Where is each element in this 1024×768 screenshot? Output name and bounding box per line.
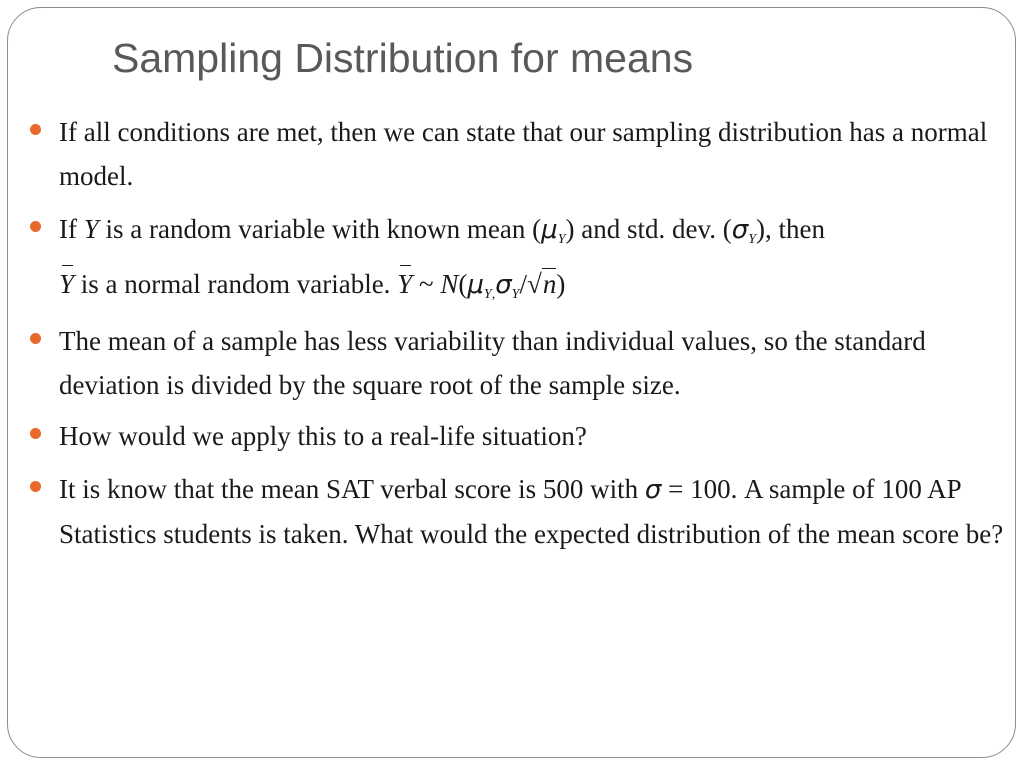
slash: / xyxy=(519,269,527,299)
text-part: is a random variable with known mean ( xyxy=(98,214,542,244)
text-part: is a normal random variable. xyxy=(74,269,398,299)
var-y: Y xyxy=(83,214,99,244)
sigma-symbol: σ xyxy=(644,475,662,505)
bullet-dot-icon xyxy=(30,481,41,492)
paren-close: ) xyxy=(556,269,566,299)
bullet-real-life xyxy=(30,414,1020,458)
paren-open: ( xyxy=(458,269,468,299)
text-if: If xyxy=(59,214,84,244)
text-part: ), then xyxy=(756,214,825,244)
var-y-bar: Y xyxy=(397,262,412,306)
comma: , xyxy=(491,287,496,302)
sigma-symbol: σ xyxy=(495,270,512,300)
bullet-sat-example xyxy=(30,467,1020,556)
var-n: n xyxy=(542,269,557,299)
slide-title: Sampling Distribution for means xyxy=(112,35,694,81)
subscript-y: Y xyxy=(483,287,492,302)
root-icon: √ xyxy=(526,269,542,299)
tilde: ~ xyxy=(412,269,441,299)
subscript-y: Y xyxy=(511,287,520,302)
mu-symbol: μ xyxy=(541,215,558,245)
text-part: ) and std. dev. ( xyxy=(565,214,732,244)
bullet-dot-icon xyxy=(30,221,41,232)
var-y-bar: Y xyxy=(59,262,74,306)
text-part: It is know that the mean SAT verbal score is 500 with xyxy=(59,474,645,504)
sigma-symbol: σ xyxy=(731,215,749,245)
mu-symbol: μ xyxy=(467,270,484,300)
normal-n: N xyxy=(440,269,459,299)
bullet-dot-icon xyxy=(30,124,41,135)
text-part: = 100. A sample of 100 AP Statistics students is taken. What would the expected distribution of the mean score be? xyxy=(59,474,1004,549)
bullet-text: If all conditions are met, then we can state that our sampling distribution has a normal model. xyxy=(59,117,988,191)
bullet-variability xyxy=(30,319,1020,407)
bullet-random-variable xyxy=(30,207,1020,317)
subscript-y: Y xyxy=(557,232,566,247)
bullet-list xyxy=(30,110,1020,556)
bullet-dot-icon xyxy=(30,428,41,439)
bullet-conditions xyxy=(30,110,1020,198)
bullet-text: How would we apply this to a real-life situation? xyxy=(59,421,587,451)
bullet-text: The mean of a sample has less variability than individual values, so the standard deviation is divided by the square root of the sample size. xyxy=(59,326,926,400)
subscript-y: Y xyxy=(748,232,756,247)
sqrt-n xyxy=(527,262,556,306)
bullet-dot-icon xyxy=(30,333,41,344)
